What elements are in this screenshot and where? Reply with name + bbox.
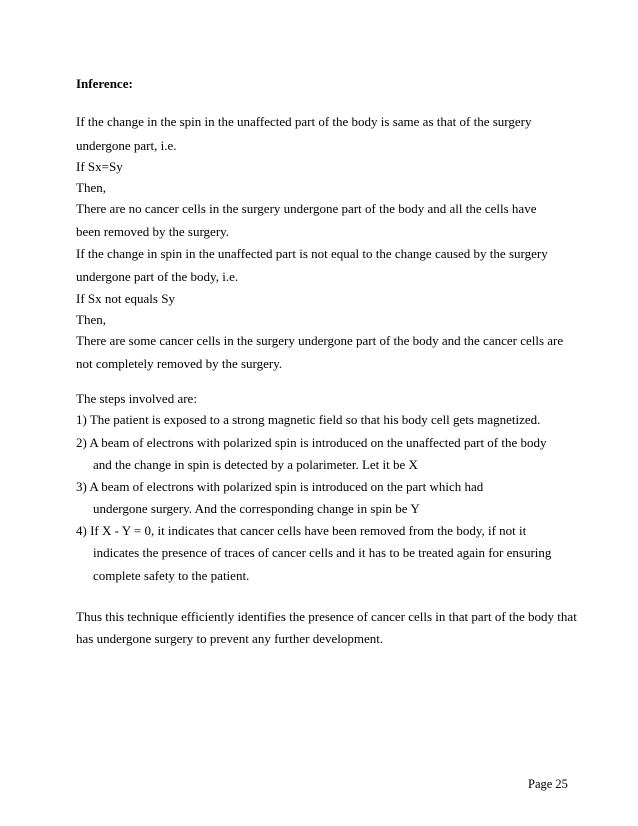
inference-line: If the change in spin in the unaffected part is not equal to the change caused by the surgery: [76, 246, 548, 261]
inference-line: Then,: [76, 180, 106, 195]
conclusion-line: Thus this technique efficiently identifies the presence of cancer cells in that part of the body that: [76, 609, 577, 624]
steps-intro: The steps involved are:: [76, 391, 197, 406]
inference-line: been removed by the surgery.: [76, 224, 230, 239]
inference-line: Then,: [76, 312, 106, 327]
inference-line: undergone part of the body, i.e.: [76, 269, 239, 284]
step-line: complete safety to the patient.: [93, 568, 250, 583]
step-line: and the change in spin is detected by a polarimeter. Let it be X: [93, 457, 418, 472]
step-line: undergone surgery. And the corresponding change in spin be Y: [93, 501, 420, 516]
step-line: 2) A beam of electrons with polarized spin is introduced on the unaffected part of the body: [76, 435, 547, 450]
inference-line: There are no cancer cells in the surgery undergone part of the body and all the cells have: [76, 201, 537, 216]
step-line: 3) A beam of electrons with polarized spin is introduced on the part which had: [76, 479, 484, 494]
inference-line: There are some cancer cells in the surgery undergone part of the body and the cancer cells are: [76, 333, 564, 348]
step-line: indicates the presence of traces of cancer cells and it has to be treated again for ensuring: [93, 545, 552, 560]
inference-line: undergone part, i.e.: [76, 138, 177, 153]
step-line: 1) The patient is exposed to a strong magnetic field so that his body cell gets magnetized.: [76, 412, 541, 427]
conclusion-line: has undergone surgery to prevent any further development.: [76, 631, 384, 646]
page-number: Page 25: [528, 777, 568, 791]
inference-line: If Sx=Sy: [76, 159, 123, 174]
inference-line: If Sx not equals Sy: [76, 291, 175, 306]
inference-heading: Inference:: [76, 76, 133, 91]
step-line: 4) If X - Y = 0, it indicates that cancer cells have been removed from the body, if not it: [76, 523, 527, 538]
inference-line: If the change in the spin in the unaffected part of the body is same as that of the surgery: [76, 114, 532, 129]
inference-line: not completely removed by the surgery.: [76, 356, 283, 371]
